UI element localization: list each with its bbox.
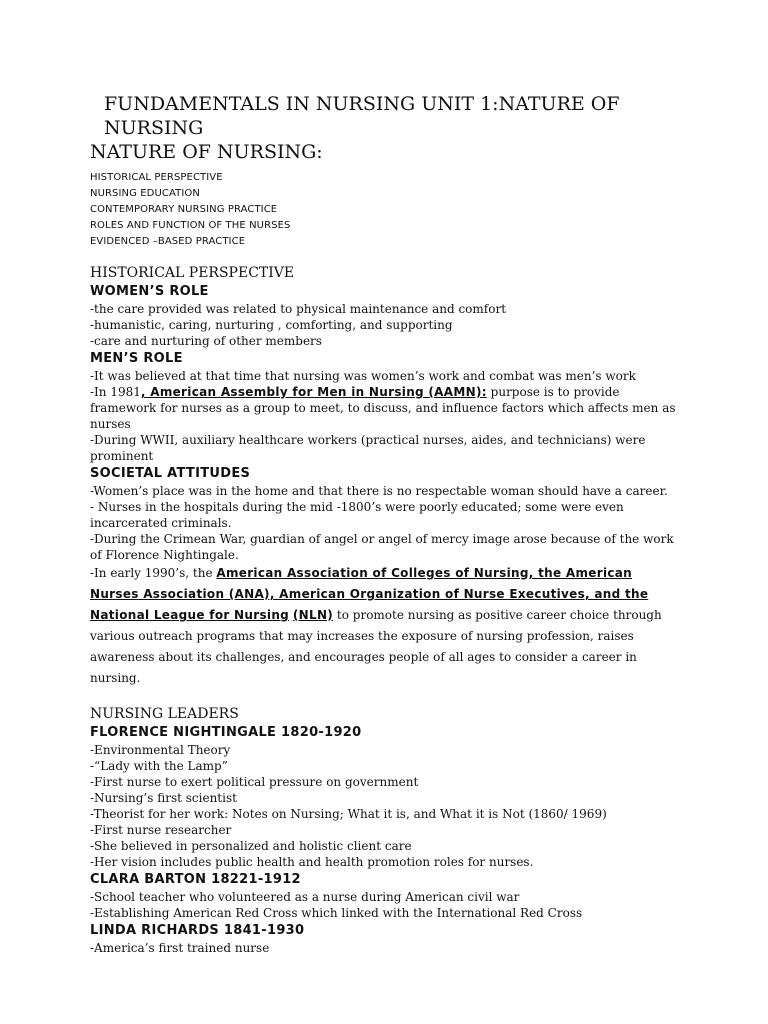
document-subtitle: NATURE OF NURSING: [90,141,323,163]
topic-item: CONTEMPORARY NURSING PRACTICE [90,204,278,215]
nursing-leaders-heading: NURSING LEADERS [90,706,239,722]
topic-item: EVIDENCED –BASED PRACTICE [90,236,246,247]
nightingale-line: -“Lady with the Lamp” [90,759,228,773]
nightingale-line: -Nursing’s first scientist [90,791,237,805]
barton-line: -Establishing American Red Cross which linked with the International Red Cross [90,906,583,920]
organizations-intro: -In early 1990’s, the [90,566,217,580]
womens-role-heading: WOMEN’S ROLE [90,284,209,299]
nln-link[interactable]: (NLN) [292,608,334,622]
societal-line: -During the Crimean War, guardian of angel or angel of mercy image arose because of the work of Florence Nightingale. [90,532,674,562]
aamn-year: -In 1981 [90,385,141,399]
aamn-link[interactable]: , American Assembly for Men in Nursing (AAMN): [140,385,487,399]
nightingale-line: -She believed in personalized and holistic client care [90,839,412,853]
aamn-description: purpose is to provide framework for nurses as a group to meet, to discuss, and influence factors which affects men as nurses [90,385,676,431]
organizations-link[interactable]: American Association of Colleges of Nursing, the American Nurses Association (ANA), American Organization of Nurse Executives, and the National League for Nursing [90,566,649,622]
topic-item: ROLES AND FUNCTION OF THE NURSES [90,220,291,231]
mens-role-line: -During WWII, auxiliary healthcare workers (practical nurses, aides, and technicians) were prominent [90,433,646,463]
document-title: FUNDAMENTALS IN NURSING UNIT 1:NATURE OF NURSING [104,93,620,139]
richards-line: -America’s first trained nurse [90,941,270,955]
historical-heading: HISTORICAL PERSPECTIVE [90,265,295,281]
mens-role-line: -It was believed at that time that nursing was women’s work and combat was men’s work [90,369,636,383]
aamn-paragraph [90,384,678,432]
nightingale-line: -Environmental Theory [90,743,231,757]
organizations-description: to promote nursing as positive career choice through various outreach programs that may increases the exposure of nursing profession, raises awareness about its challenges, and encourages people of all ages to consider a career in nursing. [90,608,662,685]
nightingale-line: -Theorist for her work: Notes on Nursing; What it is, and What it is Not (1860/ 1969) [90,807,607,821]
nightingale-line: -First nurse researcher [90,823,232,837]
barton-heading: CLARA BARTON 18221-1912 [90,872,301,887]
womens-role-line: -the care provided was related to physical maintenance and comfort [90,302,507,316]
mens-role-heading: MEN’S ROLE [90,351,183,366]
topic-list [90,170,678,250]
nightingale-line: -Her vision includes public health and health promotion roles for nurses. [90,855,534,869]
societal-line: - Nurses in the hospitals during the mid -1800’s were poorly educated; some were even incarcerated criminals. [90,500,624,530]
womens-role-line: -care and nurturing of other members [90,334,322,348]
societal-line: -Women’s place was in the home and that there is no respectable woman should have a career. [90,484,668,498]
nightingale-line: -First nurse to exert political pressure on government [90,775,419,789]
organizations-paragraph [90,563,678,689]
barton-line: -School teacher who volunteered as a nurse during American civil war [90,890,520,904]
nightingale-heading: FLORENCE NIGHTINGALE 1820-1920 [90,725,362,740]
richards-heading: LINDA RICHARDS 1841-1930 [90,923,305,938]
womens-role-line: -humanistic, caring, nurturing , comforting, and supporting [90,318,453,332]
topic-item: HISTORICAL PERSPECTIVE [90,172,223,183]
topic-item: NURSING EDUCATION [90,188,200,199]
societal-attitudes-heading: SOCIETAL ATTITUDES [90,466,251,481]
